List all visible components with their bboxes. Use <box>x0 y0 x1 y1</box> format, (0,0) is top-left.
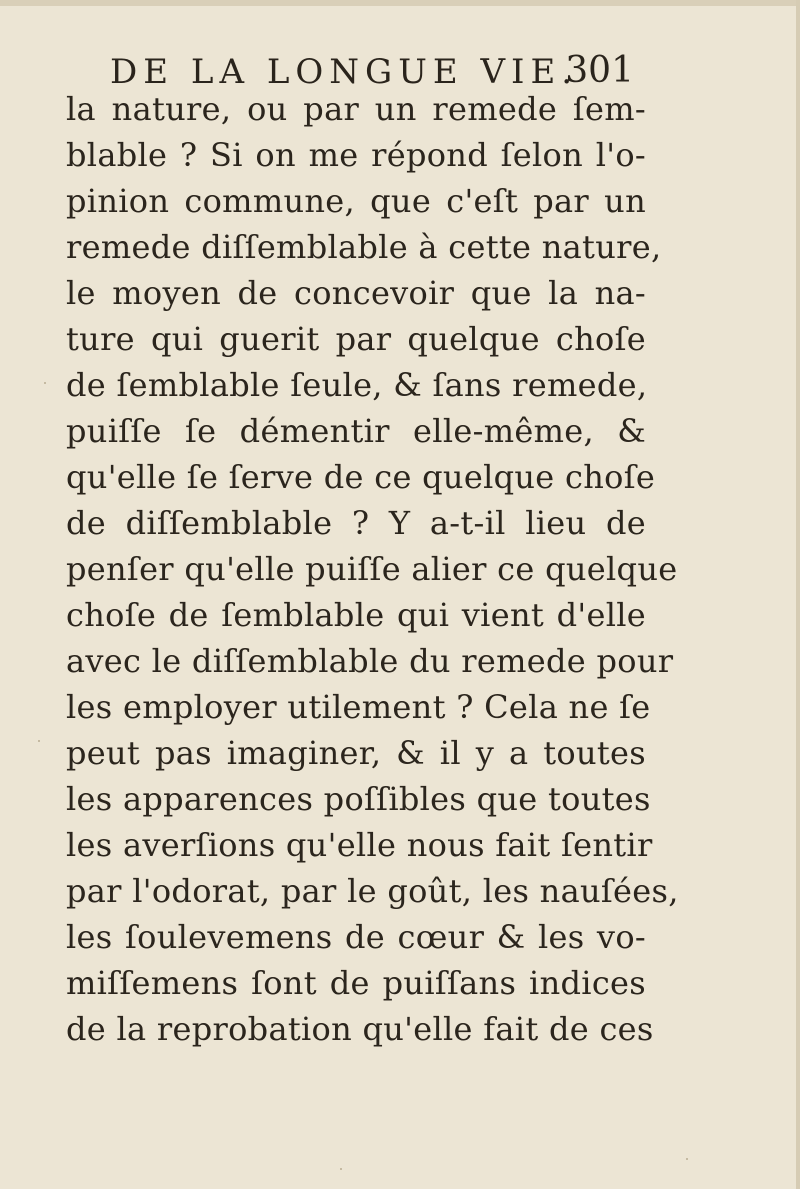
text-line: de ſemblable ſeule, & ſans remede, <box>66 366 648 404</box>
text-line: par l'odorat, par le goût, les nauſées, <box>66 872 679 910</box>
text-line: blable ? Si on me répond ſelon l'o- <box>66 136 646 174</box>
text-line: penſer qu'elle puiſſe alier ce quelque <box>66 550 678 588</box>
text-line: de la reprobation qu'elle fait de ces <box>66 1010 654 1048</box>
running-title: DE LA LONGUE VIE. <box>110 52 579 92</box>
body-text <box>66 86 679 1052</box>
text-line: les employer utilement ? Cela ne ſe <box>66 688 651 726</box>
text-line: remede diſſemblable à cette nature, <box>66 228 662 266</box>
text-line: puiſſe ſe démentir elle-même, & <box>66 412 646 450</box>
page-edge-top <box>0 0 800 6</box>
text-line: les apparences poſſibles que toutes <box>66 780 651 818</box>
paper-speck <box>44 382 46 384</box>
paper-speck <box>686 1158 688 1160</box>
paper-speck <box>340 1168 342 1170</box>
page-edge-right <box>796 0 800 1189</box>
text-line: avec le diſſemblable du remede pour <box>66 642 674 680</box>
text-line: le moyen de concevoir que la na- <box>66 274 646 312</box>
text-line: de diſſemblable ? Y a-t-il lieu de <box>66 504 646 542</box>
text-line: qu'elle ſe ſerve de ce quelque choſe <box>66 458 656 496</box>
text-line: les averſions qu'elle nous fait ſentir <box>66 826 653 864</box>
text-line: les ſoulevemens de cœur & les vo- <box>66 918 646 956</box>
paper-speck <box>38 740 40 742</box>
text-line: pinion commune, que c'eſt par un <box>66 182 646 220</box>
text-line: ture qui guerit par quelque choſe <box>66 320 646 358</box>
text-line: peut pas imaginer, & il y a toutes <box>66 734 646 772</box>
text-line: miſſemens ſont de puiſſans indices <box>66 964 646 1002</box>
page-number: 301 <box>565 50 634 91</box>
text-line: la nature, ou par un remede ſem- <box>66 90 646 128</box>
text-line: choſe de ſemblable qui vient d'elle <box>66 596 646 634</box>
